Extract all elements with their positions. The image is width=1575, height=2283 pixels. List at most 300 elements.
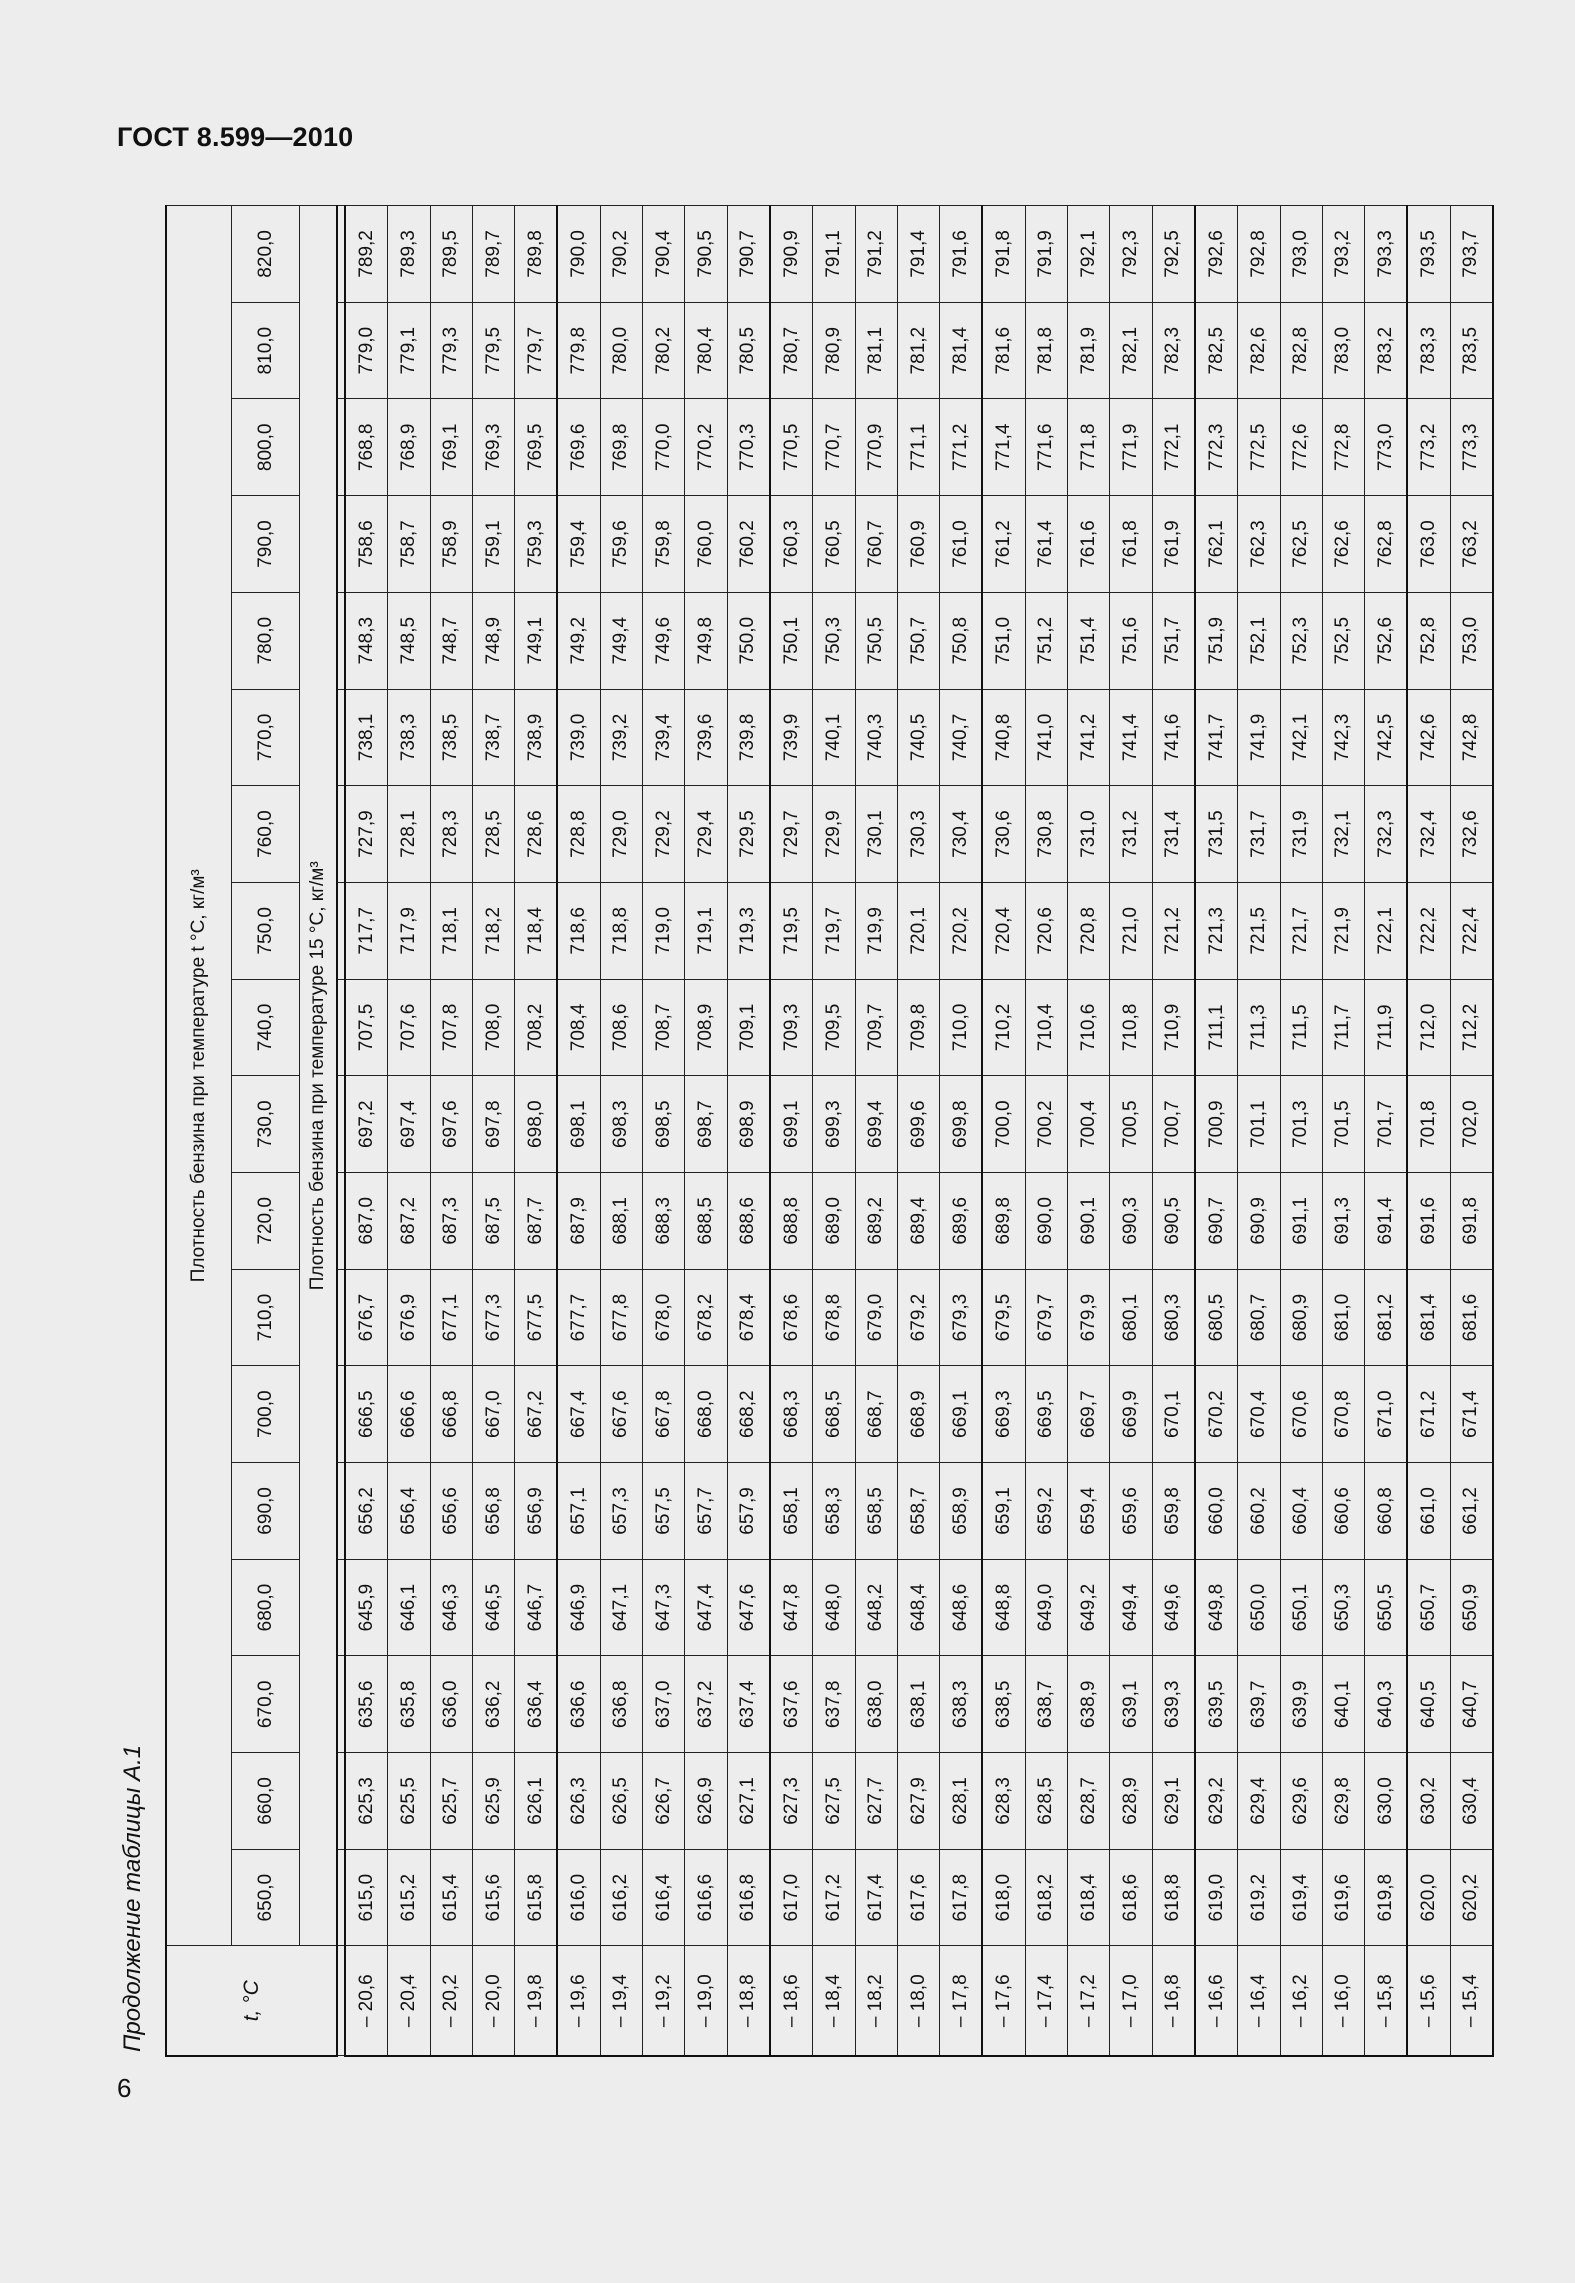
spacer-cell: [337, 979, 345, 1076]
density-cell: 729,5: [727, 786, 770, 883]
table-row: [1365, 206, 1408, 2057]
spacer-cell: [337, 1076, 345, 1173]
density-cell: 740,1: [813, 689, 855, 786]
density-cell: 791,4: [897, 206, 939, 303]
density-cell: 668,3: [770, 1366, 813, 1463]
density-cell: 770,2: [685, 399, 727, 496]
density-cell: 793,7: [1450, 206, 1493, 303]
density-cell: 638,1: [897, 1656, 939, 1753]
density-cell: 780,9: [813, 302, 855, 399]
density-cell: 691,4: [1365, 1173, 1408, 1270]
density-cell: 718,2: [472, 882, 514, 979]
table-row: [1280, 206, 1322, 2057]
density-cell: 687,3: [430, 1173, 472, 1270]
density-cell: 779,3: [430, 302, 472, 399]
rotated-table-wrap: [165, 205, 1482, 2057]
density-cell: 773,0: [1365, 399, 1408, 496]
spacer-cell: [337, 592, 345, 689]
spacer-cell: [337, 1559, 345, 1656]
density-cell: 740,5: [897, 689, 939, 786]
density-cell: 636,2: [472, 1656, 514, 1753]
density-cell: 679,7: [1025, 1269, 1067, 1366]
density-cell: 680,7: [1238, 1269, 1280, 1366]
density-cell: 759,1: [472, 496, 514, 593]
density-cell: 769,6: [557, 399, 600, 496]
density-cell: 660,8: [1365, 1463, 1408, 1560]
density-cell: 769,5: [515, 399, 558, 496]
density-cell: 738,1: [345, 689, 388, 786]
density-cell: 719,1: [685, 882, 727, 979]
density-cell: 618,0: [982, 1849, 1025, 1946]
density-cell: 730,4: [940, 786, 983, 883]
density-cell: 741,9: [1238, 689, 1280, 786]
density-cell: 718,6: [557, 882, 600, 979]
density-cell: 728,8: [557, 786, 600, 883]
density-cell: 731,2: [1110, 786, 1152, 883]
density-cell: 748,5: [388, 592, 430, 689]
density-cell: 710,2: [982, 979, 1025, 1076]
continuation-label-wrap: [113, 1612, 153, 2052]
density-cell: 687,9: [557, 1173, 600, 1270]
density-cell: 761,8: [1110, 496, 1152, 593]
density-cell: 660,6: [1322, 1463, 1364, 1560]
density-cell: 711,9: [1365, 979, 1408, 1076]
density-cell: 732,3: [1365, 786, 1408, 883]
table-row: [897, 206, 939, 2057]
density-cell: 748,3: [345, 592, 388, 689]
density-cell: 700,5: [1110, 1076, 1152, 1173]
density-cell: 649,6: [1152, 1559, 1195, 1656]
density-cell: 730,6: [982, 786, 1025, 883]
density-cell: 761,4: [1025, 496, 1067, 593]
density-cell: 731,0: [1068, 786, 1110, 883]
density-cell: 739,9: [770, 689, 813, 786]
density-cell: 687,0: [345, 1173, 388, 1270]
density-cell: 751,0: [982, 592, 1025, 689]
density-cell: 659,8: [1152, 1463, 1195, 1560]
density-cell: 763,0: [1407, 496, 1450, 593]
density-cell: 791,1: [813, 206, 855, 303]
density-cell: 749,4: [600, 592, 642, 689]
density-cell: 650,5: [1365, 1559, 1408, 1656]
density-cell: 691,3: [1322, 1173, 1364, 1270]
density-cell: 668,7: [855, 1366, 897, 1463]
density-cell: 783,2: [1365, 302, 1408, 399]
density-cell: 629,1: [1152, 1753, 1195, 1850]
density-cell: 793,5: [1407, 206, 1450, 303]
density-cell: 702,0: [1450, 1076, 1493, 1173]
density-cell: 689,4: [897, 1173, 939, 1270]
density-cell: 728,5: [472, 786, 514, 883]
density-cell: 677,8: [600, 1269, 642, 1366]
density-cell: 793,2: [1322, 206, 1364, 303]
density-cell: 782,5: [1195, 302, 1238, 399]
temperature-cell: – 20,4: [388, 1946, 430, 2056]
density-cell: 688,5: [685, 1173, 727, 1270]
density-cell: 790,4: [643, 206, 685, 303]
density-cell: 628,3: [982, 1753, 1025, 1850]
density-cell: 658,7: [897, 1463, 939, 1560]
density-cell: 751,6: [1110, 592, 1152, 689]
density-cell: 698,1: [557, 1076, 600, 1173]
temperature-cell: – 18,4: [813, 1946, 855, 2056]
density-cell: 741,7: [1195, 689, 1238, 786]
density-cell: 616,6: [685, 1849, 727, 1946]
density-cell: 638,5: [982, 1656, 1025, 1753]
density-cell: 687,7: [515, 1173, 558, 1270]
density-cell: 680,1: [1110, 1269, 1152, 1366]
density-cell: 679,9: [1068, 1269, 1110, 1366]
density-cell: 762,1: [1195, 496, 1238, 593]
density-cell: 741,4: [1110, 689, 1152, 786]
density-cell: 648,4: [897, 1559, 939, 1656]
density-cell: 792,5: [1152, 206, 1195, 303]
density-cell: 781,4: [940, 302, 983, 399]
density-cell: 751,2: [1025, 592, 1067, 689]
density-cell: 677,5: [515, 1269, 558, 1366]
density-cell: 618,6: [1110, 1849, 1152, 1946]
density-cell: 719,7: [813, 882, 855, 979]
density-cell: 710,0: [940, 979, 983, 1076]
table-row: [1025, 206, 1067, 2057]
density-cell: 679,2: [897, 1269, 939, 1366]
temperature-cell: – 16,6: [1195, 1946, 1238, 2056]
temperature-cell: – 16,2: [1280, 1946, 1322, 2056]
density-cell: 791,6: [940, 206, 983, 303]
density-cell: 657,5: [643, 1463, 685, 1560]
temperature-cell: – 18,8: [727, 1946, 770, 2056]
density-cell: 709,1: [727, 979, 770, 1076]
density-cell: 731,5: [1195, 786, 1238, 883]
temperature-cell: – 16,8: [1152, 1946, 1195, 2056]
density-cell: 700,7: [1152, 1076, 1195, 1173]
density-cell: 771,6: [1025, 399, 1067, 496]
table-body: [337, 206, 1493, 2057]
density-cell: 781,6: [982, 302, 1025, 399]
density-cell: 678,6: [770, 1269, 813, 1366]
temperature-cell: – 17,8: [940, 1946, 983, 2056]
density-cell: 789,3: [388, 206, 430, 303]
density-cell: 792,6: [1195, 206, 1238, 303]
density-cell: 742,1: [1280, 689, 1322, 786]
density-cell: 770,7: [813, 399, 855, 496]
density-cell: 779,8: [557, 302, 600, 399]
density-cell: 640,1: [1322, 1656, 1364, 1753]
density-cell: 781,9: [1068, 302, 1110, 399]
density-cell: 789,5: [430, 206, 472, 303]
density-cell: 779,7: [515, 302, 558, 399]
density-cell: 710,9: [1152, 979, 1195, 1076]
page-number: 6: [117, 2073, 132, 2103]
temperature-cell: – 17,6: [982, 1946, 1025, 2056]
density-cell: 762,5: [1280, 496, 1322, 593]
table-row: [345, 206, 388, 2057]
density-cell: 698,0: [515, 1076, 558, 1173]
density-cell: 740,8: [982, 689, 1025, 786]
density-cell: 760,9: [897, 496, 939, 593]
density-header-cell: 680,0: [232, 1559, 300, 1656]
density-cell: 657,1: [557, 1463, 600, 1560]
density-header-cell: 670,0: [232, 1656, 300, 1753]
density-cell: 780,5: [727, 302, 770, 399]
density-cell: 668,2: [727, 1366, 770, 1463]
density-cell: 731,7: [1238, 786, 1280, 883]
density-cell: 721,2: [1152, 882, 1195, 979]
density-cell: 780,2: [643, 302, 685, 399]
density-cell: 669,3: [982, 1366, 1025, 1463]
density-cell: 729,2: [643, 786, 685, 883]
spacer-cell: [337, 206, 345, 303]
density-cell: 647,6: [727, 1559, 770, 1656]
density-cell: 668,9: [897, 1366, 939, 1463]
density-cell: 761,6: [1068, 496, 1110, 593]
density-cell: 739,4: [643, 689, 685, 786]
density-cell: 741,0: [1025, 689, 1067, 786]
density-cell: 792,1: [1068, 206, 1110, 303]
density-cell: 719,0: [643, 882, 685, 979]
density-cell: 616,4: [643, 1849, 685, 1946]
density-cell: 615,8: [515, 1849, 558, 1946]
density-cell: 700,9: [1195, 1076, 1238, 1173]
density-cell: 666,8: [430, 1366, 472, 1463]
density-cell: 710,4: [1025, 979, 1067, 1076]
density-cell: 650,9: [1450, 1559, 1493, 1656]
density-cell: 768,8: [345, 399, 388, 496]
density-cell: 637,4: [727, 1656, 770, 1753]
density-cell: 660,0: [1195, 1463, 1238, 1560]
spacer-cell: [337, 1946, 345, 2056]
density-cell: 668,5: [813, 1366, 855, 1463]
density-cell: 781,2: [897, 302, 939, 399]
density-cell: 690,1: [1068, 1173, 1110, 1270]
density-header-cell: 690,0: [232, 1463, 300, 1560]
density-header-cell: 720,0: [232, 1173, 300, 1270]
density-cell: 681,0: [1322, 1269, 1364, 1366]
density-cell: 638,9: [1068, 1656, 1110, 1753]
density-cell: 699,8: [940, 1076, 983, 1173]
density-cell: 646,9: [557, 1559, 600, 1656]
density-cell: 729,7: [770, 786, 813, 883]
density-cell: 770,5: [770, 399, 813, 496]
density-cell: 717,9: [388, 882, 430, 979]
density-cell: 627,3: [770, 1753, 813, 1850]
density-cell: 701,5: [1322, 1076, 1364, 1173]
density-cell: 681,6: [1450, 1269, 1493, 1366]
density-cell: 721,7: [1280, 882, 1322, 979]
density-cell: 627,9: [897, 1753, 939, 1850]
density-cell: 617,4: [855, 1849, 897, 1946]
density-cell: 637,0: [643, 1656, 685, 1753]
density-cell: 657,9: [727, 1463, 770, 1560]
density-cell: 690,0: [1025, 1173, 1067, 1270]
density-cell: 678,8: [813, 1269, 855, 1366]
density-cell: 699,1: [770, 1076, 813, 1173]
density-header-cell: 810,0: [232, 302, 300, 399]
density-cell: 637,8: [813, 1656, 855, 1753]
table-row: [1195, 206, 1238, 2057]
density-cell: 697,6: [430, 1076, 472, 1173]
density-cell: 708,9: [685, 979, 727, 1076]
density-header-cell: 800,0: [232, 399, 300, 496]
table-row: [1068, 206, 1110, 2057]
table-row: [770, 206, 813, 2057]
density-cell: 680,9: [1280, 1269, 1322, 1366]
density-cell: 758,9: [430, 496, 472, 593]
density-cell: 669,7: [1068, 1366, 1110, 1463]
density-cell: 677,3: [472, 1269, 514, 1366]
density-cell: 639,5: [1195, 1656, 1238, 1753]
density-cell: 678,4: [727, 1269, 770, 1366]
density-cell: 751,9: [1195, 592, 1238, 689]
density-cell: 689,2: [855, 1173, 897, 1270]
table-row: [1450, 206, 1493, 2057]
density-cell: 660,2: [1238, 1463, 1280, 1560]
density-cell: 738,3: [388, 689, 430, 786]
density-cell: 669,1: [940, 1366, 983, 1463]
density-cell: 760,0: [685, 496, 727, 593]
density-header-cell: 650,0: [232, 1849, 300, 1946]
density-cell: 629,6: [1280, 1753, 1322, 1850]
density-cell: 659,6: [1110, 1463, 1152, 1560]
density-cell: 707,8: [430, 979, 472, 1076]
density-cell: 679,5: [982, 1269, 1025, 1366]
density-cell: 731,4: [1152, 786, 1195, 883]
density-cell: 666,5: [345, 1366, 388, 1463]
density-cell: 759,8: [643, 496, 685, 593]
density-cell: 656,6: [430, 1463, 472, 1560]
density-cell: 700,2: [1025, 1076, 1067, 1173]
density-cell: 753,0: [1450, 592, 1493, 689]
density-cell: 770,3: [727, 399, 770, 496]
density-cell: 650,1: [1280, 1559, 1322, 1656]
density-cell: 718,8: [600, 882, 642, 979]
density-cell: 742,6: [1407, 689, 1450, 786]
density-header-row: [232, 206, 300, 2057]
density-cell: 629,8: [1322, 1753, 1364, 1850]
density-cell: 649,2: [1068, 1559, 1110, 1656]
table-row: [643, 206, 685, 2057]
density-header-cell: 730,0: [232, 1076, 300, 1173]
density-cell: 739,8: [727, 689, 770, 786]
density-cell: 727,9: [345, 786, 388, 883]
density-cell: 772,8: [1322, 399, 1364, 496]
density-header-cell: 820,0: [232, 206, 300, 303]
density-cell: 752,8: [1407, 592, 1450, 689]
density-cell: 659,4: [1068, 1463, 1110, 1560]
density-cell: 618,4: [1068, 1849, 1110, 1946]
density-cell: 781,8: [1025, 302, 1067, 399]
density-cell: 627,1: [727, 1753, 770, 1850]
density-cell: 769,8: [600, 399, 642, 496]
spacer-cell: [337, 1656, 345, 1753]
table-row: [557, 206, 600, 2057]
density-cell: 750,0: [727, 592, 770, 689]
density-cell: 646,3: [430, 1559, 472, 1656]
density-cell: 636,8: [600, 1656, 642, 1753]
temperature-cell: – 17,2: [1068, 1946, 1110, 2056]
table-row: [1407, 206, 1450, 2057]
table-row: [1322, 206, 1364, 2057]
density-cell: 616,0: [557, 1849, 600, 1946]
density-cell: 639,3: [1152, 1656, 1195, 1753]
density-cell: 742,3: [1322, 689, 1364, 786]
density-header-cell: 750,0: [232, 882, 300, 979]
density-header-cell: 710,0: [232, 1269, 300, 1366]
density-cell: 732,6: [1450, 786, 1493, 883]
density-cell: 740,3: [855, 689, 897, 786]
density-cell: 761,9: [1152, 496, 1195, 593]
density-cell: 615,0: [345, 1849, 388, 1946]
density-cell: 789,7: [472, 206, 514, 303]
density-header-cell: 770,0: [232, 689, 300, 786]
density-cell: 719,3: [727, 882, 770, 979]
density-cell: 790,5: [685, 206, 727, 303]
density-cell: 773,2: [1407, 399, 1450, 496]
density-cell: 646,5: [472, 1559, 514, 1656]
density-cell: 749,2: [557, 592, 600, 689]
table-row: [1110, 206, 1152, 2057]
table-row: [600, 206, 642, 2057]
spacer-cell: [337, 1463, 345, 1560]
density-cell: 763,2: [1450, 496, 1493, 593]
density-cell: 780,0: [600, 302, 642, 399]
density-cell: 646,7: [515, 1559, 558, 1656]
density-cell: 627,5: [813, 1753, 855, 1850]
density-cell: 656,9: [515, 1463, 558, 1560]
density-cell: 707,5: [345, 979, 388, 1076]
density-cell: 709,5: [813, 979, 855, 1076]
density-cell: 628,1: [940, 1753, 983, 1850]
density-cell: 697,2: [345, 1076, 388, 1173]
density-cell: 759,3: [515, 496, 558, 593]
density-cell: 732,1: [1322, 786, 1364, 883]
density-cell: 640,3: [1365, 1656, 1408, 1753]
density-cell: 793,3: [1365, 206, 1408, 303]
density-cell: 790,9: [770, 206, 813, 303]
table-row: [855, 206, 897, 2057]
density-cell: 792,8: [1238, 206, 1280, 303]
density-cell: 671,2: [1407, 1366, 1450, 1463]
temperature-cell: – 19,0: [685, 1946, 727, 2056]
density-cell: 669,9: [1110, 1366, 1152, 1463]
density-cell: 688,6: [727, 1173, 770, 1270]
density-cell: 771,8: [1068, 399, 1110, 496]
density-cell: 689,0: [813, 1173, 855, 1270]
density-cell: 750,8: [940, 592, 983, 689]
density-cell: 783,5: [1450, 302, 1493, 399]
density-cell: 617,8: [940, 1849, 983, 1946]
density-cell: 728,1: [388, 786, 430, 883]
density-cell: 699,6: [897, 1076, 939, 1173]
density-cell: 722,4: [1450, 882, 1493, 979]
density-cell: 721,0: [1110, 882, 1152, 979]
density-cell: 748,9: [472, 592, 514, 689]
t-column-header: t, °C: [166, 1946, 337, 2056]
temperature-cell: – 19,6: [557, 1946, 600, 2056]
density-cell: 667,2: [515, 1366, 558, 1463]
density-cell: 738,7: [472, 689, 514, 786]
density-cell: 678,0: [643, 1269, 685, 1366]
density-header-cell: 700,0: [232, 1366, 300, 1463]
density-cell: 739,6: [685, 689, 727, 786]
density-cell: 648,6: [940, 1559, 983, 1656]
density-cell: 721,3: [1195, 882, 1238, 979]
density-cell: 617,2: [813, 1849, 855, 1946]
density-cell: 711,7: [1322, 979, 1364, 1076]
density-cell: 749,1: [515, 592, 558, 689]
density-cell: 691,8: [1450, 1173, 1493, 1270]
temperature-cell: – 16,0: [1322, 1946, 1364, 2056]
